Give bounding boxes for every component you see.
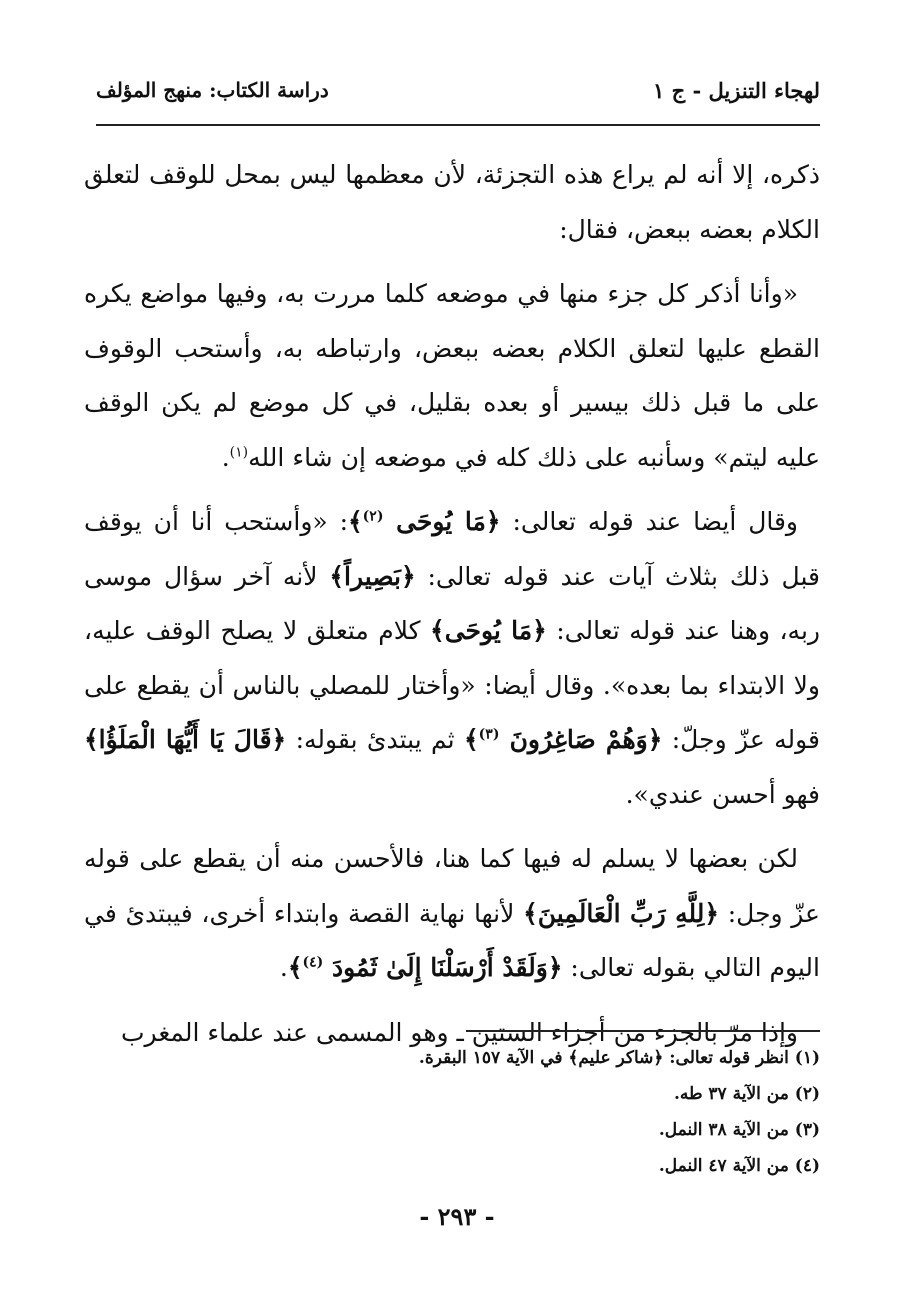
paragraph-5: وإذا مرّ بالجزء من أجزاء الستين ـ وهو المسمى عند علماء المغرب — [121, 1017, 798, 1047]
header-divider — [96, 124, 820, 126]
p4-text-3: . — [279, 953, 288, 982]
header-book-title: لهجاء التنزيل - ج ١ — [653, 78, 820, 103]
paragraph-2: «وأنا أذكر كل جزء منها في موضعه كلما مررت به، وفيها مواضع يكره القطع عليها لتعلق الكلام بعضه ببعض، وارتباطه به، وأستحب الوقوف على ما قبل ذلك بيسير أو بعده بقليل، في كل موضع لم يكن الوقف عليه ليتم» وسأنبه على ذلك كله في موضعه إن شاء الله$^{(١)}$. — [84, 279, 820, 472]
quran-quote-6: ﴿لِلَّهِ رَبِّ الْعَالَمِينَ﴾ — [523, 898, 720, 928]
paragraph-1: ذكره، إلا أنه لم يراع هذه التجزئة، لأن معظمها ليس بمحل للوقف لتعلق الكلام بعضه ببعض، فقال: — [84, 160, 820, 244]
running-header — [96, 78, 820, 118]
footnote-3: (٣) من الآية ٣٨ النمل. — [658, 1120, 820, 1140]
footnote-ref-2: (٢) — [362, 508, 384, 525]
header-section-title: دراسة الكتاب: منهج المؤلف — [96, 78, 329, 102]
paragraph-3 — [84, 495, 820, 822]
p3-text-2: : «وأستحب أنا أن يوقف قبل ذلك بثلاث آيات عند قوله تعالى: — [84, 507, 820, 591]
p3-text-1: وقال أيضا عند قوله تعالى: — [500, 507, 798, 536]
footnote-ref-3: (٣) — [478, 726, 500, 743]
quran-quote-7-text: ﴿وَلَقَدْ أَرْسَلْنَا إِلَىٰ ثَمُودَ — [323, 953, 563, 982]
quran-quote-4-text: ﴿وَهُمْ صَاغِرُونَ — [499, 725, 663, 754]
quran-quote-4-end: ﴾ — [464, 725, 479, 754]
footnote-1: (١) انظر قوله تعالى: ﴿شاكر عليم﴾ في الآية ١٥٧ البقرة. — [418, 1048, 820, 1068]
p3-text-5: ثم يبتدئ بقوله: — [286, 725, 464, 754]
p4-text-2: لأنها نهاية القصة وابتداء أخرى، فيبتدئ في اليوم التالي بقوله تعالى: — [84, 898, 820, 982]
footnote-ref-1: (١) — [229, 444, 249, 461]
paragraph-2-text: «وأنا أذكر كل جزء منها في موضعه كلما مررت به، وفيها مواضع يكره القطع عليها لتعلق الكلام بعضه ببعض، وارتباطه به، وأستحب الوقوف على ما قبل ذلك بيسير أو بعده بقليل، في كل موضع لم يكن الوقف عليه ليتم» وسأنبه على ذلك كله في موضعه إن شاء الله — [84, 279, 820, 472]
quran-quote-1-text: ﴿مَا يُوحَى — [383, 507, 501, 536]
quran-quote-7-end: ﴾ — [287, 953, 303, 982]
footnote-2: (٢) من الآية ٣٧ طه. — [673, 1084, 820, 1104]
quran-quote-3: ﴿مَا يُوحَى﴾ — [430, 616, 547, 645]
p4-text-1: لكن بعضها لا يسلم له فيها كما هنا، فالأحسن منه أن يقطع على قوله عزّ وجل: — [84, 844, 820, 928]
footnote-divider — [466, 1030, 820, 1032]
paragraph-4 — [84, 832, 820, 996]
main-text — [84, 148, 820, 1070]
p3-text-3: لأنه آخر سؤال موسى ربه، وهنا عند قوله تعالى: — [84, 561, 820, 645]
page-number: - ٢٩٣ - — [419, 1202, 495, 1231]
quran-quote-7 — [288, 953, 563, 982]
footnote-ref-4: (٤) — [302, 954, 324, 971]
footnotes — [300, 1040, 820, 1184]
quran-quote-5: ﴿قَالَ يَا أَيُّهَا الْمَلَؤُا﴾ — [84, 725, 287, 754]
p3-text-6: فهو أحسن عندي». — [625, 779, 820, 809]
quran-quote-2: ﴿بَصِيراً﴾ — [329, 561, 416, 591]
quran-quote-1-end: ﴾ — [348, 507, 363, 536]
quran-quote-4 — [464, 725, 662, 754]
p3-text-4: كلام متعلق لا يصلح الوقف عليه، ولا الابتداء بما بعده». وقال أيضا: «وأختار للمصلي بالناس أن يقطع على قوله عزّ وجلّ: — [84, 616, 820, 754]
quran-quote-1 — [348, 507, 501, 536]
footnote-4: (٤) من الآية ٤٧ النمل. — [658, 1156, 820, 1176]
